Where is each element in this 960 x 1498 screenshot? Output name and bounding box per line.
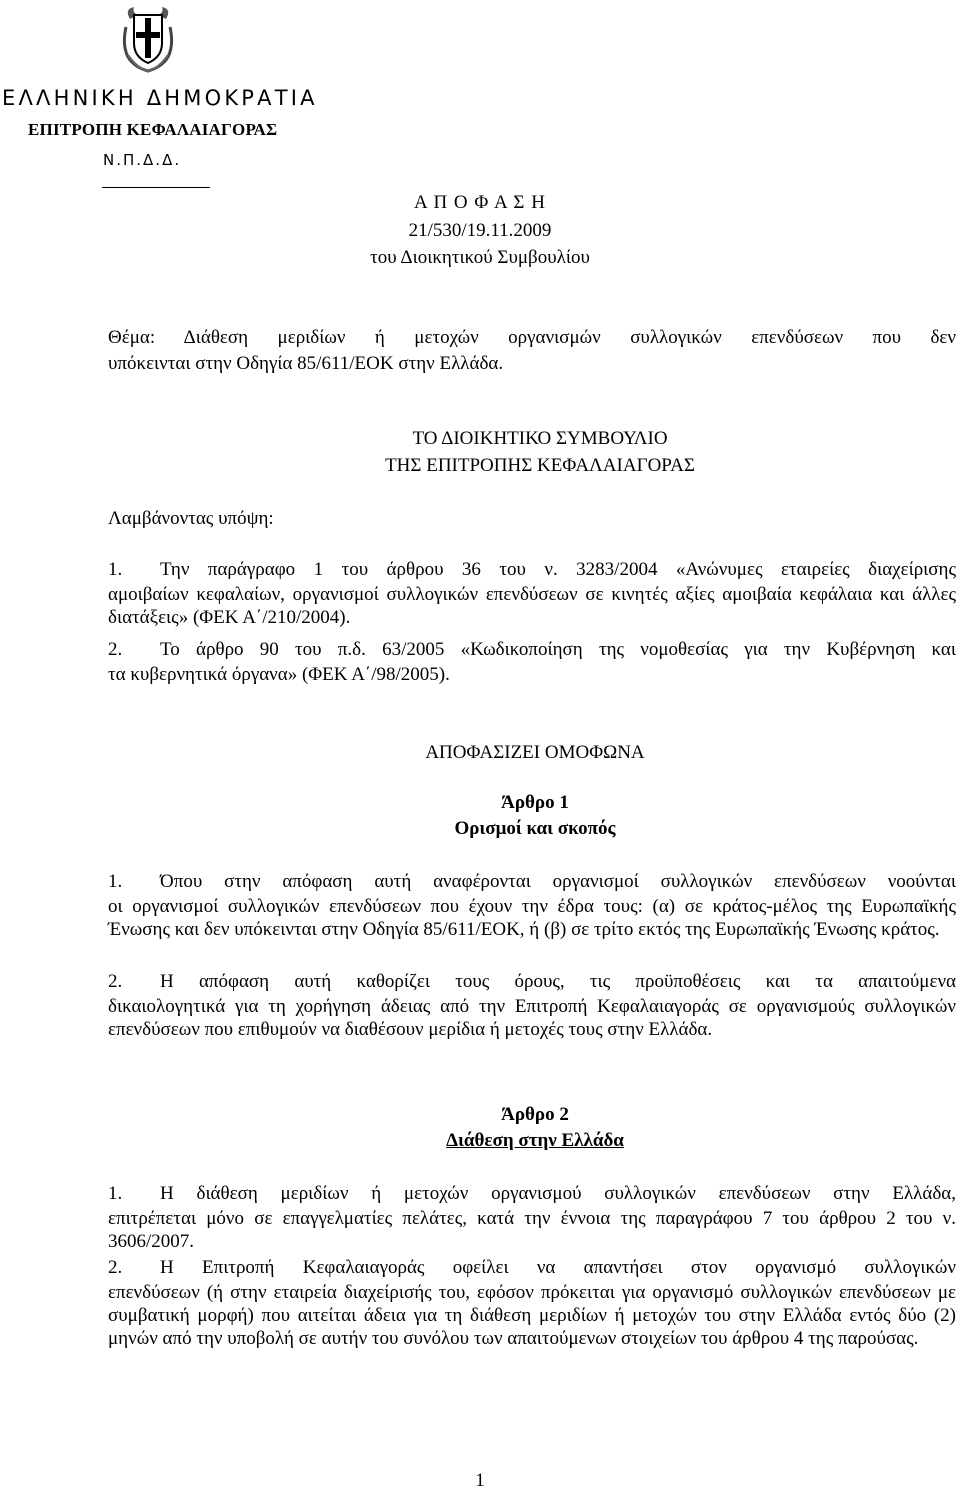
article-1-paragraph-1-number: 1. — [108, 871, 123, 892]
organization-name: ΕΠΙΤΡΟΠΗ ΚΕΦΑΛΑΙΑΓΟΡΑΣ — [28, 120, 278, 139]
article-1-heading: Άρθρο 1 — [501, 792, 569, 813]
decides-heading: ΑΠΟΦΑΣΙΖΕΙ ΟΜΟΦΩΝΑ — [425, 742, 645, 763]
recital-1-rest: αμοιβαίων κεφαλαίων, οργανισμοί συλλογικών επενδύσεων σε κινητές αξίες αμοιβαία κεφάλαια και άλλες διατάξεις» (ΦΕΚ Α΄/210/2004). — [108, 584, 956, 628]
article-2-paragraph-1-rest: επιτρέπεται μόνο σε επαγγελματίες πελάτες, κατά την έννοια της παραγράφου 7 του άρθρου 2 του ν. 3606/2007. — [108, 1208, 956, 1252]
article-2-paragraph-2-number: 2. — [108, 1257, 123, 1278]
article-2-heading: Άρθρο 2 — [501, 1104, 569, 1125]
article-2-paragraph-1-first: Η διάθεση μεριδίων ή μετοχών οργανισμού συλλογικών επενδύσεων στην Ελλάδα, — [160, 1183, 956, 1204]
subject-line-1: Θέμα: Διάθεση μεριδίων ή μετοχών οργανισμών συλλογικών επενδύσεων που δεν — [108, 327, 956, 348]
article-1-paragraph-1-first-line — [108, 870, 956, 893]
article-2-paragraph-1-first-line — [108, 1182, 956, 1205]
article-1-subheading: Ορισμοί και σκοπός — [454, 818, 616, 839]
article-2-paragraph-2-rest: επενδύσεων (ή στην εταιρεία διαχείρισής του, εφόσον πρόκειται για οργανισμό συλλογικών επενδύσεων με συμβατική μορφή) που αιτείται άδεια για τη διάθεση μεριδίων ή μετοχών του στην Ελλάδα εντός δύο (2) μηνών από την υποβολή σε αυτήν του συνόλου των απαιτούμενων στοιχείων του άρθρου 4 της παρούσας. — [108, 1282, 956, 1349]
board-heading-2: ΤΗΣ ΕΠΙΤΡΟΠΗΣ ΚΕΦΑΛΑΙΑΓΟΡΑΣ — [385, 455, 695, 476]
recital-2-number: 2. — [108, 639, 123, 660]
article-2-subheading: Διάθεση στην Ελλάδα — [446, 1130, 624, 1151]
decision-title: Α Π Ο Φ Α Σ Η — [414, 192, 546, 213]
article-1-paragraph-1-first: Όπου στην απόφαση αυτή αναφέρονται οργανισμοί συλλογικών επενδύσεων νοούνται — [160, 871, 956, 892]
article-2-paragraph-2-first: Η Επιτροπή Κεφαλαιαγοράς οφείλει να απαντήσει στον οργανισμό συλλογικών — [160, 1257, 956, 1278]
country-name: ΕΛΛΗΝΙΚΗ ΔΗΜΟΚΡΑΤΙΑ — [2, 86, 318, 110]
article-1-paragraph-2-first: Η απόφαση αυτή καθορίζει τους όρους, τις προϋποθέσεις και τα απαιτούμενα — [160, 971, 956, 992]
entity-type: Ν.Π.Δ.Δ. — [103, 151, 182, 169]
recital-2-first: Το άρθρο 90 του π.δ. 63/2005 «Κωδικοποίηση της νομοθεσίας για την Κυβέρνηση και — [160, 639, 956, 660]
article-1-paragraph-2-first-line — [108, 970, 956, 993]
article-1-paragraph-2-number: 2. — [108, 971, 123, 992]
article-1-paragraph-2-rest: δικαιολογητικά για τη χορήγηση άδειας από την Επιτροπή Κεφαλαιαγοράς σε οργανισμούς συλλογικών επενδύσεων που επιθυμούν να διαθέσουν μερίδια ή μετοχές τους στην Ελλάδα. — [108, 996, 956, 1040]
article-2-paragraph-1-number: 1. — [108, 1183, 123, 1204]
article-2-paragraph-2-first-line — [108, 1256, 956, 1279]
subject-line-2: υπόκεινται στην Οδηγία 85/611/ΕΟΚ στην Ελλάδα. — [108, 353, 504, 374]
considering-label: Λαμβάνοντας υπόψη: — [108, 508, 274, 529]
decision-issuer: του Διοικητικού Συμβουλίου — [370, 247, 590, 268]
recital-1-number: 1. — [108, 559, 123, 580]
recital-1-first-line — [108, 558, 956, 581]
board-heading-1: ΤΟ ΔΙΟΙΚΗΤΙΚΟ ΣΥΜΒΟΥΛΙΟ — [412, 428, 668, 449]
article-1-paragraph-1-rest: οι οργανισμοί συλλογικών επενδύσεων που έχουν την έδρα τους: (α) σε κράτος-μέλος της Ευρωπαϊκής Ένωσης και δεν υπόκεινται στην Οδηγία 85/611/ΕΟΚ, ή (β) σε τρίτο εκτός της Ευρωπαϊκής Ένωσης κράτος. — [108, 896, 956, 940]
header-divider — [102, 187, 210, 188]
greek-coat-of-arms-icon — [120, 5, 176, 73]
recital-2-first-line — [108, 638, 956, 661]
page-number: 1 — [475, 1470, 485, 1491]
recital-2-rest: τα κυβερνητικά όργανα» (ΦΕΚ Α΄/98/2005). — [108, 664, 450, 685]
recital-1-first: Την παράγραφο 1 του άρθρου 36 του ν. 3283/2004 «Ανώνυμες εταιρείες διαχείρισης — [160, 559, 956, 580]
decision-number: 21/530/19.11.2009 — [408, 220, 552, 241]
